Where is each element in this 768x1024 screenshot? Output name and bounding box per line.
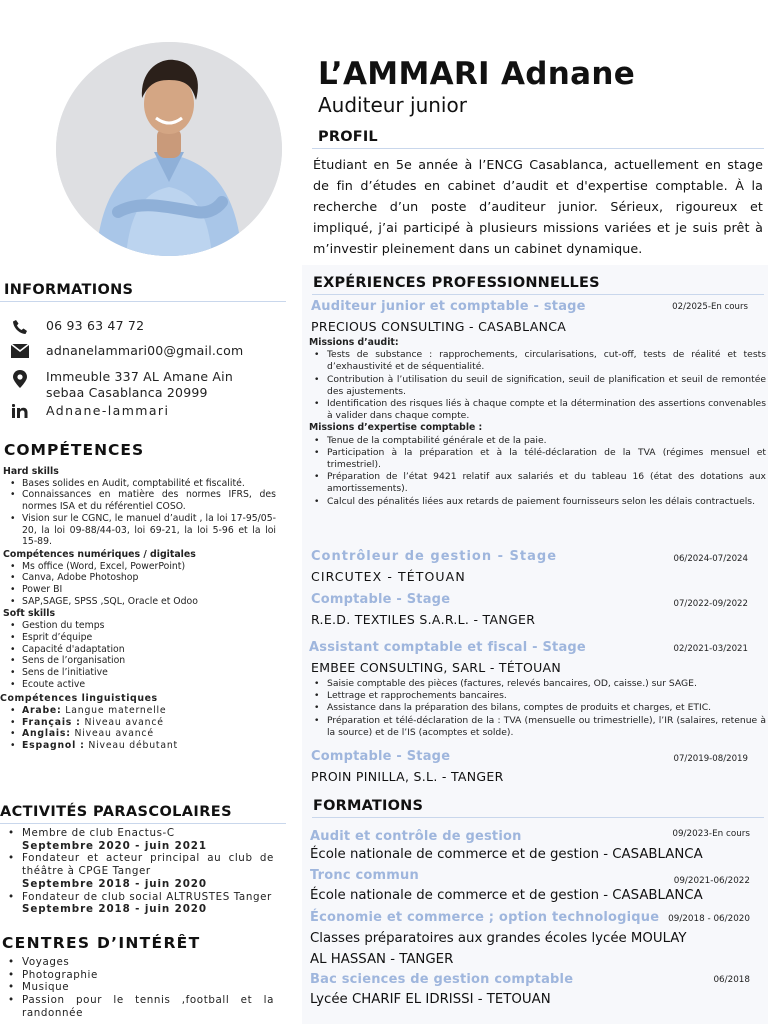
experience-company: CIRCUTEX - TÉTOUAN [311,569,466,584]
digital-skills-list [0,561,292,608]
list-item: • Vision sur le CGNC, le manuel d’audit , la loi 17-95/05-20, la loi 09-88/44-03, loi 69-21, la loi 5-96 et la loi 15-89. [8,513,292,548]
list-item: • Connaissances en matière des normes IFRS, des normes ISA et du référentiel COSO. [8,489,292,512]
list-item: • Identification des risques liés à chaque compte et la détermination des assertions convenables à valider dans chaque compte. [314,398,768,422]
mission-label: Missions d’audit: [309,337,399,348]
profile-heading: PROFIL [318,129,378,145]
list-item: • Esprit d’équipe [8,632,292,644]
interets-section [0,956,292,1020]
profile-text: Étudiant en 5e année à l’ENCG Casablanca, actuellement en stage de fin d’études en cabinet d’audit et d'expertise comptable. À la recherche d’un poste d’auditeur junior. Sérieux, rigoureux et impliqué, j’ai participé à plusieurs missions variées et je suis prêt à m’investir pleinement dans un cabinet dynamique. [313,157,763,256]
soft-skills-list [0,620,292,690]
language-item: • Espagnol : Niveau débutant [8,740,292,752]
experience-company: EMBEE CONSULTING, SARL - TÉTOUAN [311,660,562,675]
list-item: • Capacité d'adaptation [8,644,292,656]
profile-photo [56,42,282,256]
experience-title: Comptable - Stage [311,592,451,607]
activity-date: Septembre 2020 - juin 2021 [22,839,207,852]
formation-date: 06/2018 [713,975,750,985]
formation-school: École nationale de commerce et de gestion - CASABLANCA [310,847,703,862]
list-item: • Participation à la préparation et à la télé-déclaration de la TVA (régimes mensuel et trimestriel). [314,447,768,471]
phone-row [0,318,290,335]
list-item: • Calcul des pénalités liées aux retards de paiement fournisseurs selon les délais contractuels. [314,496,768,508]
formations-rule [312,817,764,818]
activites-rule [0,823,286,824]
experience-date: 02/2025-En cours [672,302,748,312]
hard-skills-section [0,466,292,752]
list-item: • Sens de l’organisation [8,655,292,667]
formation-title: Bac sciences de gestion comptable [310,972,574,987]
experiences-rule [312,294,764,295]
email-row [0,343,290,359]
soft-skills-title: Soft skills [3,608,56,620]
list-item: • Lettrage et rapprochements bancaires. [314,690,768,702]
experience-company: PROIN PINILLA, S.L. - TANGER [311,769,504,784]
address-row [0,369,290,401]
language-item: • Français : Niveau avancé [8,717,292,729]
experiences-heading: EXPÉRIENCES PROFESSIONNELLES [313,275,600,291]
list-item: • Musique [6,981,292,994]
mail-icon [0,343,40,358]
language-skills-list [0,705,292,752]
activity-date: Septembre 2018 - juin 2020 [22,877,207,890]
list-item: • Tests de substance : rapprochements, circularisations, cut-off, tests de réalité et tests d’exhaustivité et de séquentialité. [314,349,768,373]
activity-item: • Fondateur de club social ALTRUSTES Tanger [6,891,292,904]
list-item: • Préparation de l’état 9421 relatif aux salariés et du tableau 16 (état des dotations aux amortissements). [314,471,768,495]
mission-list [308,435,768,508]
experience-company: R.E.D. TEXTILES S.A.R.L. - TANGER [311,612,536,627]
email-address[interactable]: adnanelammari00@gmail.com [46,343,244,358]
informations-rule [0,301,286,302]
experience-title: Comptable - Stage [311,749,451,764]
interets-list [0,956,292,1020]
language-item: • Anglais: Niveau avancé [8,728,292,740]
formation-date: 09/2018 - 06/2020 [668,914,750,924]
list-item: • Gestion du temps [8,620,292,632]
job-title: Auditeur junior [318,93,467,117]
list-item: • Voyages [6,956,292,969]
profile-rule [312,148,764,149]
digital-skills-title: Compétences numériques / digitales [3,548,196,560]
list-item: • Sens de l’initiative [8,667,292,679]
activity-item: • Fondateur et acteur principal au club de théâtre à CPGE Tanger [6,852,292,877]
experience-company: PRECIOUS CONSULTING - CASABLANCA [311,319,567,334]
list-item: • Contribution à l’utilisation du seuil de signification, seuil de planification et seuil de remontée des ajustements. [314,374,768,398]
list-item: • Bases solides en Audit, comptabilité et fiscalité. [8,478,292,490]
activity-date: Septembre 2018 - juin 2020 [22,903,207,916]
phone-number[interactable]: 06 93 63 47 72 [46,318,145,333]
postal-address: Immeuble 337 AL Amane Ain sebaa Casablanca 20999 [46,369,233,400]
activites-heading: ACTIVITÉS PARASCOLAIRES [0,804,232,820]
formation-school: École nationale de commerce et de gestion - CASABLANCA [310,888,703,903]
phone-icon [0,318,40,335]
list-item: • Power BI [8,584,292,596]
experience-date: 02/2021-03/2021 [673,644,748,654]
experience-date: 06/2024-07/2024 [673,554,748,564]
formation-school: Classes préparatoires aux grandes écoles lycée MOULAY AL HASSAN - TANGER [310,931,687,967]
activites-section [0,827,292,916]
language-item: • Arabe: Langue maternelle [8,705,292,717]
informations-heading: INFORMATIONS [4,282,134,298]
formation-title: Tronc commun [310,868,419,883]
experience-title: Auditeur junior et comptable - stage [311,299,586,314]
list-item: • Ms office (Word, Excel, PowerPoint) [8,561,292,573]
list-item: • Passion pour le tennis ,football et la randonnée [6,994,292,1019]
portrait-illustration [56,42,282,256]
experience-title: Contrôleur de gestion - Stage [311,549,558,564]
linkedin-row [0,403,290,419]
list-item: • Ecoute active [8,679,292,691]
candidate-name: L’AMMARI Adnane [318,56,636,92]
experience-date: 07/2019-08/2019 [673,754,748,764]
location-pin-icon [0,369,40,388]
experience-details [308,337,768,508]
linkedin-icon [0,403,40,418]
list-item: • Préparation et télé-déclaration de la : TVA (mensuelle ou trimestrielle), l’IR (salaires, retenue à la source) et de l’IS (acomptes et solde). [314,715,768,739]
experience-details [308,678,768,739]
hard-skills-list [0,478,292,548]
formation-date: 09/2021-06/2022 [673,876,750,886]
experience-title: Assistant comptable et fiscal - Stage [309,640,586,655]
list-item: • Assistance dans la préparation des bilans, comptes de produits et charges, et ETIC. [314,702,768,714]
language-skills-title: Compétences linguistiques [0,693,158,705]
list-item: • Canva, Adobe Photoshop [8,572,292,584]
linkedin-handle[interactable]: Adnane-lammari [46,403,170,418]
formations-heading: FORMATIONS [313,798,424,814]
interets-heading: CENTRES D’INTÉRÊT [2,934,201,952]
experience-date: 07/2022-09/2022 [673,599,748,609]
formation-date: 09/2023-En cours [672,829,750,839]
competences-heading: COMPÉTENCES [4,441,145,459]
mission-list [308,349,768,422]
hard-skills-title: Hard skills [3,466,59,477]
formation-school: Lycée CHARIF EL IDRISSI - TETOUAN [310,992,551,1007]
list-item: • SAP,SAGE, SPSS ,SQL, Oracle et Odoo [8,596,292,608]
mission-label: Missions d’expertise comptable : [309,422,483,434]
task-list [308,678,768,739]
activites-list [0,827,292,916]
formation-title: Audit et contrôle de gestion [310,829,522,844]
list-item: • Tenue de la comptabilité générale et de la paie. [314,435,768,447]
formation-title: Économie et commerce ; option technologique [310,910,660,925]
list-item: • Photographie [6,969,292,982]
list-item: • Saisie comptable des pièces (factures, relevés bancaires, OD, caisse.) sur SAGE. [314,678,768,690]
activity-item: • Membre de club Enactus-C [6,827,292,840]
